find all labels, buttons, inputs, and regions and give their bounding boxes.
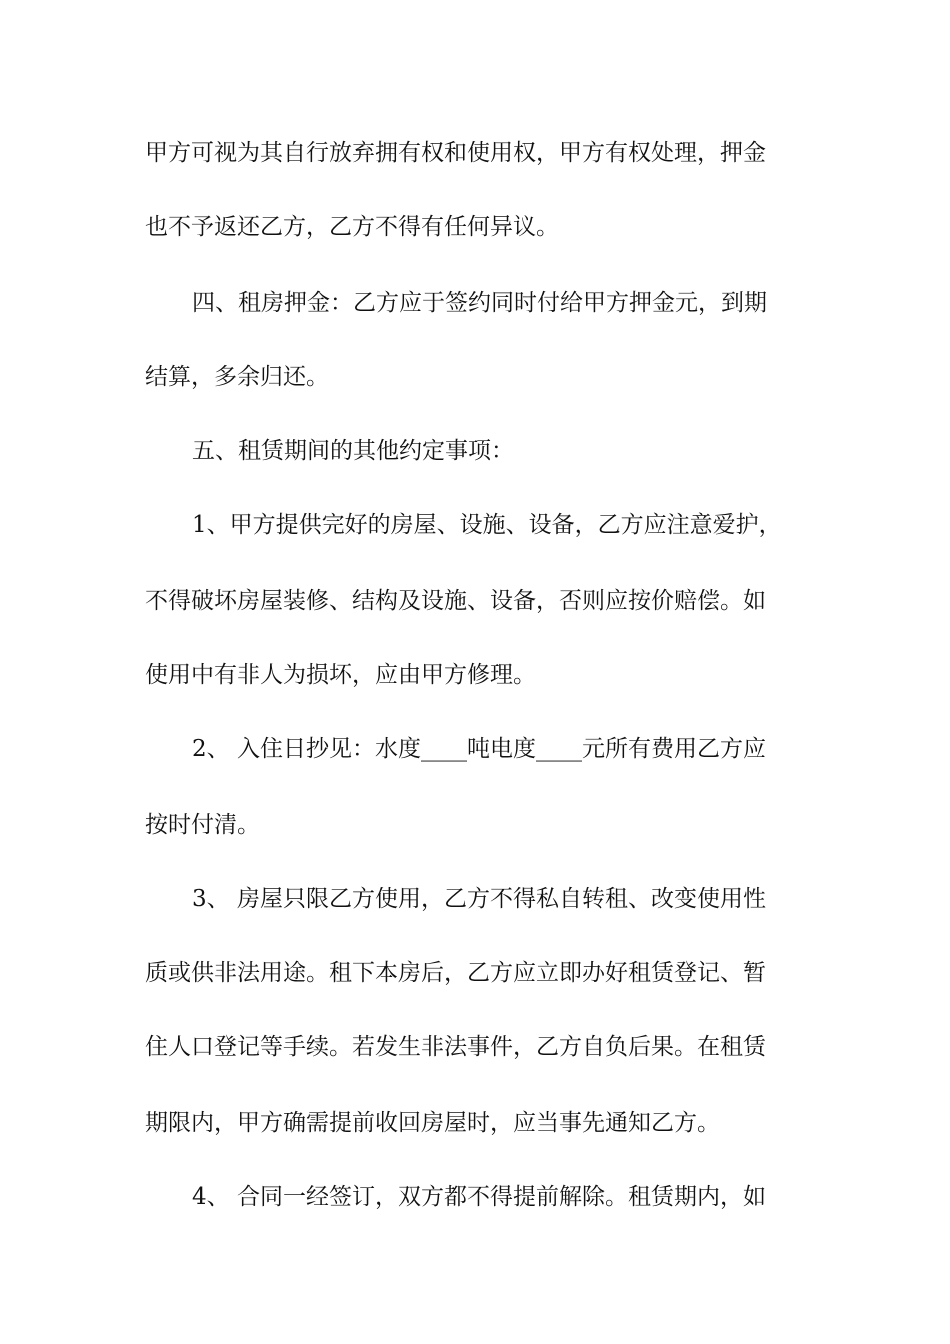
text-line: 甲方可视为其自行放弃拥有权和使用权，甲方有权处理，押金 — [145, 140, 766, 166]
text-line: 住人口登记等手续。若发生非法事件，乙方自负后果。在租赁 — [145, 1034, 766, 1060]
clause-1-line: 1、甲方提供完好的房屋、设施、设备，乙方应注意爱护， — [192, 512, 782, 538]
text-line: 质或供非法用途。租下本房后，乙方应立即办好租赁登记、暂 — [145, 960, 766, 986]
clause-3-line: 3、 房屋只限乙方使用，乙方不得私自转租、改变使用性 — [192, 886, 766, 912]
text-line: 结算，多余归还。 — [145, 364, 329, 390]
clause-2-line: 2、 入住日抄见：水度____吨电度____元所有费用乙方应 — [192, 736, 766, 762]
text-line: 也不予返还乙方，乙方不得有任何异议。 — [145, 214, 559, 240]
paragraph-heading-other-terms: 五、租赁期间的其他约定事项： — [192, 438, 514, 464]
text-line: 期限内，甲方确需提前收回房屋时，应当事先通知乙方。 — [145, 1110, 720, 1136]
text-line: 使用中有非人为损坏，应由甲方修理。 — [145, 662, 536, 688]
text-line: 不得破坏房屋装修、结构及设施、设备，否则应按价赔偿。如 — [145, 588, 766, 614]
text-line: 按时付清。 — [145, 812, 260, 838]
clause-4-line: 4、 合同一经签订，双方都不得提前解除。租赁期内，如 — [192, 1184, 766, 1210]
paragraph-heading-deposit: 四、租房押金：乙方应于签约同时付给甲方押金元，到期 — [192, 290, 767, 316]
